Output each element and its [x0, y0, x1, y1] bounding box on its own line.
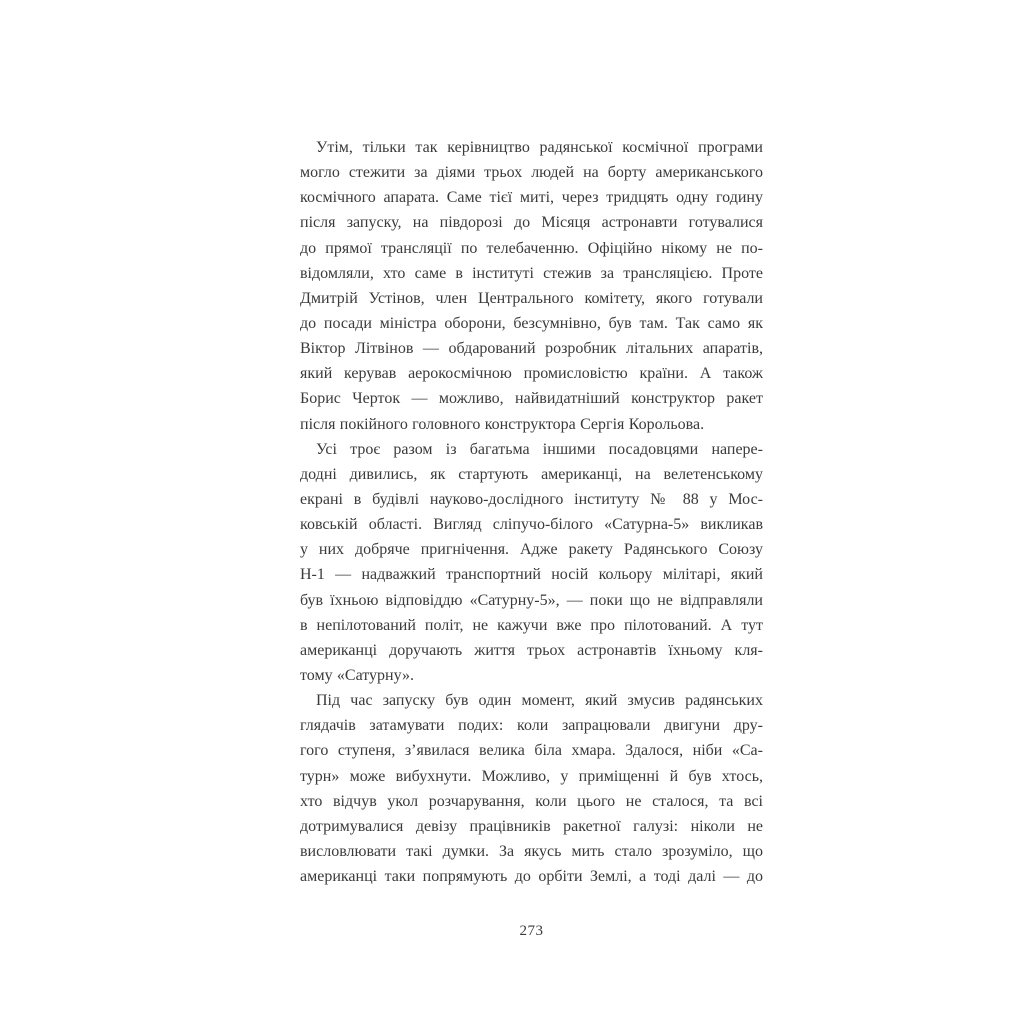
text-line: тому «Сатурну».	[300, 666, 415, 684]
text-line: космічного апарата. Саме тієї миті, через тридцять одну годину	[300, 189, 763, 207]
page-text-block	[300, 135, 763, 889]
text-line: після покійного головного конструктора Сергія Корольова.	[300, 415, 705, 433]
text-line: Віктор Літвінов — обдарований розробник літальних апаратів,	[300, 340, 763, 358]
text-line: до прямої трансляції по телебаченню. Офіційно нікому не по-	[300, 239, 763, 257]
text-line: Борис Черток — можливо, найвидатніший конструктор ракет	[300, 390, 763, 408]
text-line: американці таки попрямують до орбіти Землі, а тоді далі — до	[300, 868, 763, 886]
text-line: після запуску, на півдорозі до Місяця астронавти готувалися	[300, 214, 763, 232]
text-line: висловлювати такі думки. За якусь мить стало зрозуміло, що	[300, 842, 763, 860]
text-line: гого ступеня, з’явилася велика біла хмара. Здалося, ніби «Са-	[300, 742, 763, 760]
text-line: Утім, тільки так керівництво радянської космічної програми	[316, 139, 763, 156]
text-line: Дмитрій Устінов, член Центрального комітету, якого готували	[300, 289, 763, 307]
text-line: глядачів затамувати подих: коли запрацювали двигуни дру-	[300, 717, 763, 735]
paragraph	[300, 688, 763, 889]
text-line: турн» може вибухнути. Можливо, у приміщенні й був хтось,	[300, 767, 763, 785]
text-line: Під час запуску був один момент, який змусив радянських	[316, 692, 763, 710]
text-line: в непілотований політ, не кажучи вже про пілотований. А тут	[300, 616, 763, 634]
text-line: до посади міністра оборони, безсумнівно, був там. Так само як	[300, 314, 763, 332]
text-line: могло стежити за діями трьох людей на борту американського	[300, 164, 763, 182]
paragraph	[300, 135, 763, 437]
text-line: додні дивились, як стартують американці, на велетенському	[300, 465, 763, 483]
text-line: екрані в будівлі науково-дослідного інституту № 88 у Мос-	[300, 490, 763, 508]
text-line: у них добряче пригнічення. Адже ракету Радянського Союзу	[300, 541, 763, 559]
text-line: Н-1 — надважкий транспортний носій кольору мілітарі, який	[300, 566, 763, 584]
page-number: 273	[519, 923, 544, 939]
text-line: Усі троє разом із багатьма іншими посадовцями напере-	[316, 440, 763, 458]
text-line: дотримувалися девізу працівників ракетної галузі: ніколи не	[300, 817, 763, 835]
text-line: який керував аерокосмічною промисловістю країни. А також	[300, 365, 763, 383]
text-line: був їхньою відповіддю «Сатурну-5», — поки що не відправляли	[300, 591, 763, 609]
text-line: ковській області. Вигляд сліпучо-білого «Сатурна-5» викликав	[300, 516, 763, 534]
text-line: хто відчув укол розчарування, коли цього не сталося, та всі	[300, 792, 763, 810]
text-line: американці доручають життя трьох астронавтів їхньому кля-	[300, 641, 763, 659]
paragraph	[300, 437, 763, 688]
text-line: відомляли, хто саме в інституті стежив за трансляцією. Проте	[300, 264, 763, 282]
